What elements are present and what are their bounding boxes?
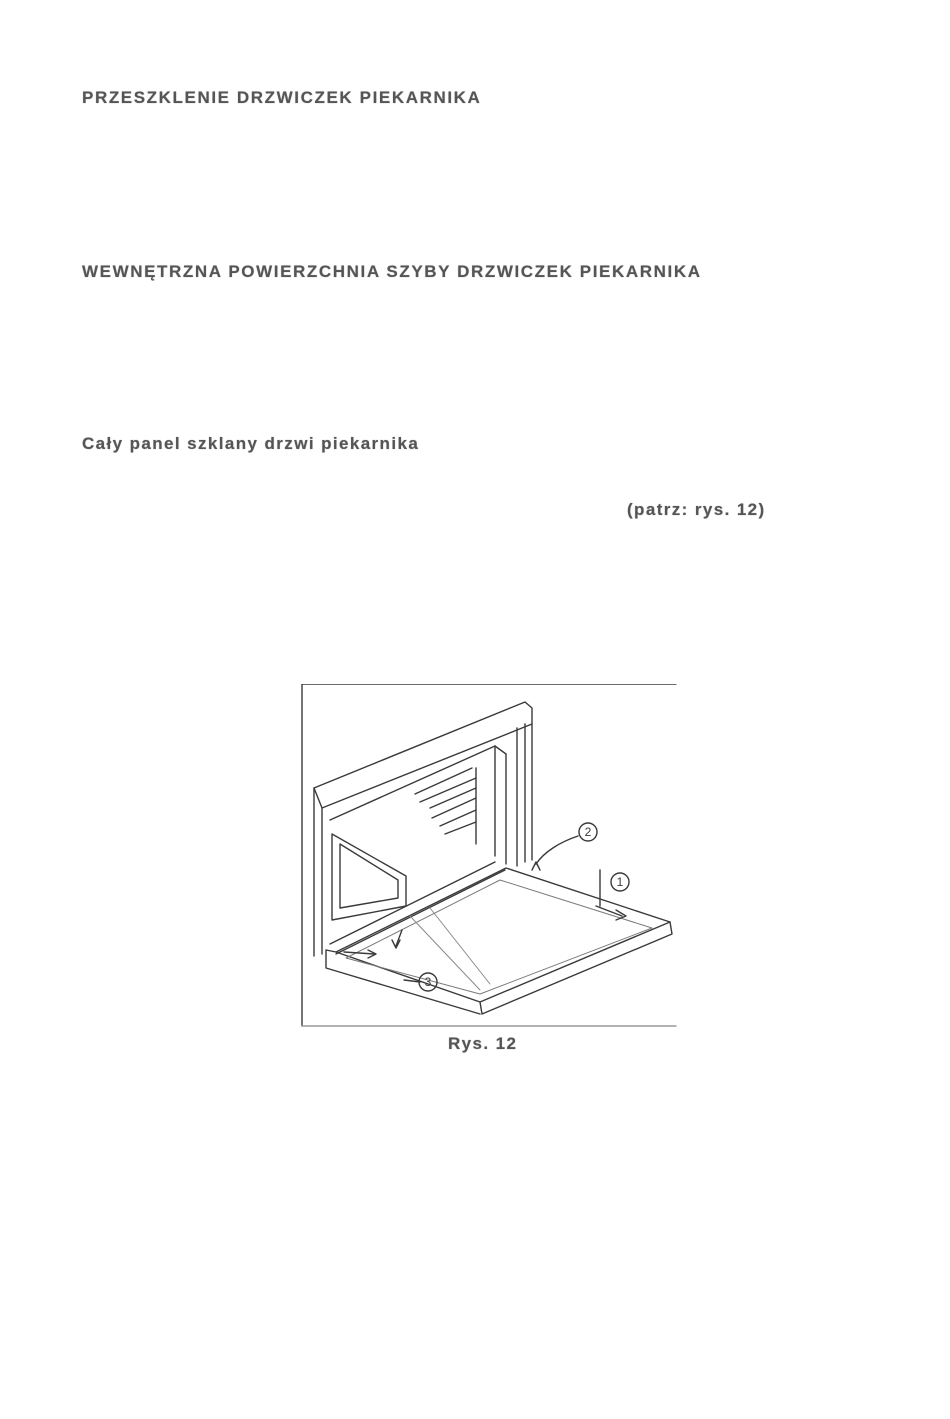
figure-reference: (patrz: rys. 12) (627, 500, 766, 519)
callout-2: 2 (584, 825, 592, 839)
figure-caption: Rys. 12 (448, 1034, 518, 1053)
heading-inner-glass-surface: WEWNĘTRZNA POWIERZCHNIA SZYBY DRZWICZEK PIEKARNIKA (82, 262, 702, 281)
callout-1: 1 (616, 875, 624, 889)
heading-whole-glass-panel: Cały panel szklany drzwi piekarnika (82, 434, 420, 453)
heading-oven-door-glass: PRZESZKLENIE DRZWICZEK PIEKARNIKA (82, 88, 482, 107)
oven-door-illustration (300, 684, 678, 1028)
callout-3: 3 (424, 975, 432, 989)
